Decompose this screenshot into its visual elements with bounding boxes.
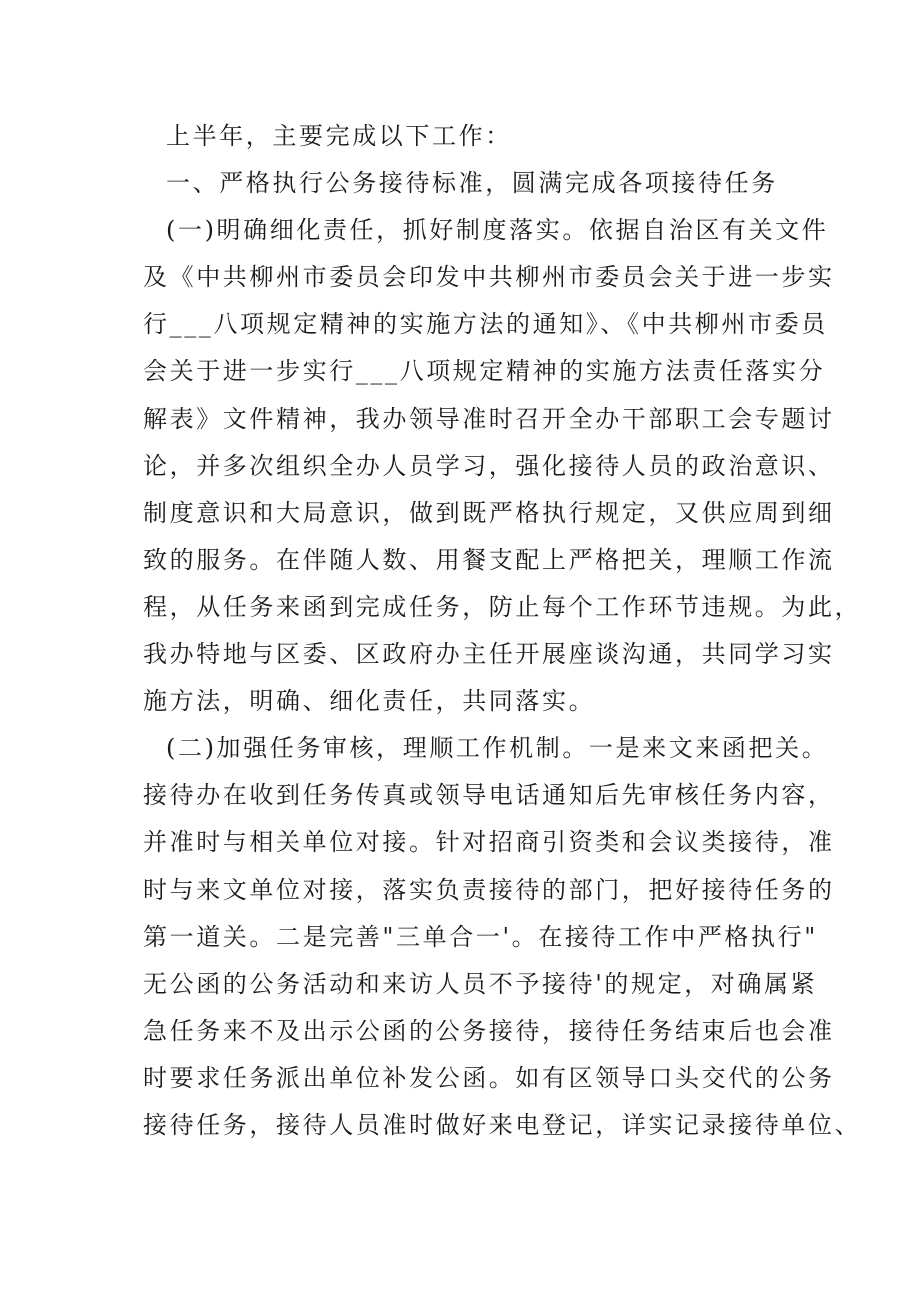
paragraph-line: 行___八项规定精神的实施方法的通知》、《中共柳州市委员 xyxy=(143,310,828,339)
paragraph-line: 接待办在收到任务传真或领导电话通知后先审核任务内容， xyxy=(143,781,835,810)
paragraph-line: 论，并多次组织全办人员学习，强化接待人员的政治意识、 xyxy=(143,451,835,480)
paragraph-line: 第一道关。二是完善"三单合一'。在接待工作中严格执行" xyxy=(143,922,818,951)
paragraph-line: 无公函的公务活动和来访人员不予接待'的规定，对确属紧 xyxy=(143,969,818,998)
paragraph-line: 施方法，明确、细化责任，共同落实。 xyxy=(143,687,596,716)
paragraph-line: (二)加强任务审核，理顺工作机制。一是来文来函把关。 xyxy=(166,734,829,763)
paragraph-line: (一)明确细化责任，抓好制度落实。依据自治区有关文件 xyxy=(166,216,829,245)
section-heading: 一、严格执行公务接待标准，圆满完成各项接待任务 xyxy=(166,169,778,198)
paragraph-line: 程，从任务来函到完成任务，防止每个工作环节违规。为此， xyxy=(143,592,862,621)
paragraph-line: 制度意识和大局意识，做到既严格执行规定，又供应周到细 xyxy=(143,498,835,527)
paragraph-line: 会关于进一步实行___八项规定精神的实施方法责任落实分 xyxy=(143,357,826,386)
document-body xyxy=(143,113,862,1149)
paragraph-line: 时要求任务派出单位补发公函。如有区领导口头交代的公务 xyxy=(143,1063,835,1092)
paragraph-line: 致的服务。在伴随人数、用餐支配上严格把关，理顺工作流 xyxy=(143,545,835,574)
paragraph-line: 我办特地与区委、区政府办主任开展座谈沟通，共同学习实 xyxy=(143,640,835,669)
paragraph-line: 急任务来不及出示公函的公务接待，接待任务结束后也会准 xyxy=(143,1016,835,1045)
paragraph-line: 解表》文件精神，我办领导准时召开全办干部职工会专题讨 xyxy=(143,404,835,433)
paragraph-line: 接待任务，接待人员准时做好来电登记，详实记录接待单位、 xyxy=(143,1110,862,1139)
paragraph-line: 时与来文单位对接，落实负责接待的部门，把好接待任务的 xyxy=(143,875,835,904)
intro-line: 上半年，主要完成以下工作： xyxy=(166,122,512,150)
paragraph-line: 并准时与相关单位对接。针对招商引资类和会议类接待，准 xyxy=(143,828,835,857)
paragraph-line: 及《中共柳州市委员会印发中共柳州市委员会关于进一步实 xyxy=(143,263,835,292)
